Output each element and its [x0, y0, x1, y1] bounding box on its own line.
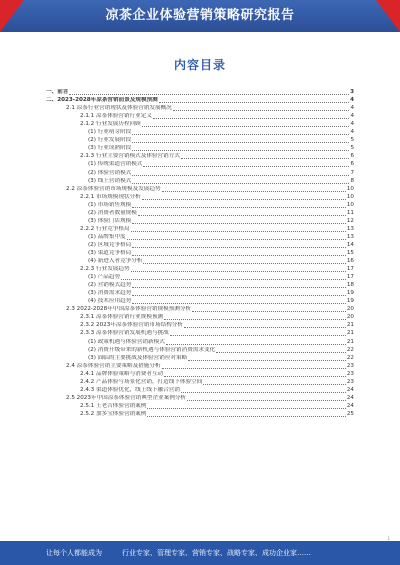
toc-dot-leader [132, 172, 349, 176]
toc-entry[interactable] [46, 88, 354, 96]
toc-entry-page: 23 [346, 378, 354, 385]
toc-dot-leader [142, 196, 346, 200]
toc-entry-page: 4 [350, 97, 354, 104]
toc-entry-label: (3) 体验门店规模 [88, 217, 132, 224]
toc-entry[interactable] [46, 241, 354, 249]
toc-entry[interactable] [46, 265, 354, 273]
toc-entry-page: 5 [350, 145, 354, 152]
toc-dot-leader [132, 139, 349, 143]
toc-entry[interactable] [46, 297, 354, 305]
toc-entry-label: 2.4.2 产品体验与场景化营销，打造线下体验空间 [80, 378, 203, 385]
toc-entry-label: 2.4.3 渠道体验优化，线上线下融合营销 [80, 386, 180, 393]
toc-entry-label: 2.1.1 凉茶体验营销行业定义 [80, 113, 152, 120]
toc-entry-page: 15 [346, 249, 354, 256]
toc-entry[interactable] [46, 273, 354, 281]
toc-entry[interactable] [46, 201, 354, 209]
toc-entry-label: 2.5.1 王老吉体验营销案例 [80, 402, 147, 409]
toc-entry-page: 18 [346, 282, 354, 289]
toc-dot-leader [132, 292, 346, 296]
toc-entry-page: 19 [346, 298, 354, 305]
toc-entry[interactable] [46, 337, 354, 345]
toc-entry-page: 20 [346, 306, 354, 313]
toc-entry[interactable] [46, 321, 354, 329]
toc-entry[interactable] [46, 370, 354, 378]
toc-entry[interactable] [46, 225, 354, 233]
toc-entry-page: 4 [350, 105, 354, 112]
toc-entry-label: 2.2.2 行业竞争格局 [80, 225, 130, 232]
toc-entry[interactable] [46, 112, 354, 120]
toc-entry[interactable] [46, 249, 354, 257]
toc-entry-label: 2.5 2023年中国凉茶体验营销典型企业案例分析 [66, 394, 187, 401]
toc-entry[interactable] [46, 185, 354, 193]
toc-entry-label: 2.5.2 加多宝体验营销案例 [80, 410, 147, 417]
toc-dot-leader [162, 188, 346, 192]
toc-entry-label: (2) 营销模式趋势 [88, 282, 132, 289]
toc-entry-label: 2.3.1 凉茶体验营销行业规模预测 [80, 314, 164, 321]
toc-entry-label: (3) 行业成熟阶段 [88, 145, 132, 152]
toc-entry[interactable] [46, 217, 354, 225]
toc-dot-leader [203, 381, 346, 385]
toc-entry-page: 20 [346, 314, 354, 321]
toc-entry[interactable] [46, 177, 354, 185]
toc-dot-leader [170, 332, 346, 336]
toc-entry-label: 2.2.1 市场规模现状分析 [80, 193, 141, 200]
toc-entry[interactable] [46, 386, 354, 394]
report-title: 凉茶企业体验营销策略研究报告 [105, 8, 295, 23]
toc-entry-label: (4) 技术应用趋势 [88, 298, 132, 305]
toc-entry[interactable] [46, 152, 354, 160]
toc-entry-page: 24 [346, 386, 354, 393]
toc-entry[interactable] [46, 233, 354, 241]
toc-dot-leader [132, 131, 349, 135]
toc-dot-leader [131, 268, 346, 272]
header-banner [0, 0, 400, 32]
toc-dot-leader [147, 413, 346, 417]
toc-entry[interactable] [46, 305, 354, 313]
toc-entry-label: 2.1.2 行业发展历程回顾 [80, 121, 141, 128]
toc-entry-page: 14 [346, 241, 354, 248]
toc-entry-page: 13 [346, 225, 354, 232]
toc-entry[interactable] [46, 289, 354, 297]
footer-roles: 行业专家、管理专家、营销专家、战略专家、成功企业家…… [122, 549, 311, 557]
table-of-contents [46, 88, 354, 418]
toc-dot-leader [173, 107, 350, 111]
toc-entry-label: (2) 消费者数量规模 [88, 209, 137, 216]
toc-entry-page: 16 [346, 258, 354, 265]
toc-dot-leader [159, 99, 349, 103]
toc-entry-page: 10 [346, 193, 354, 200]
toc-entry-label: 2.4 凉茶体验营销主要策略及措施分析 [66, 362, 161, 369]
toc-entry[interactable] [46, 257, 354, 265]
toc-dot-leader [181, 389, 346, 393]
toc-entry-page: 24 [346, 394, 354, 401]
toc-dot-leader [127, 236, 346, 240]
footer-banner [0, 541, 400, 565]
toc-entry[interactable] [46, 168, 354, 176]
toc-entry-page: 17 [346, 274, 354, 281]
toc-entry-page: 7 [350, 169, 354, 176]
toc-entry-label: (1) 品牌集中度 [88, 233, 126, 240]
toc-dot-leader [132, 180, 349, 184]
toc-entry[interactable] [46, 410, 354, 418]
toc-entry-label: 一、前言 [46, 89, 69, 96]
toc-entry-page: 19 [346, 290, 354, 297]
toc-dot-leader [132, 220, 346, 224]
toc-entry-page: 12 [346, 217, 354, 224]
toc-dot-leader [142, 123, 350, 127]
toc-dot-leader [188, 357, 346, 361]
toc-entry-page: 23 [346, 362, 354, 369]
toc-dot-leader [143, 163, 349, 167]
toc-entry[interactable] [46, 136, 354, 144]
toc-entry-label: 2.4.1 品牌体验策略与消费者互动 [80, 370, 164, 377]
toc-dot-leader [132, 252, 346, 256]
toc-entry-page: 10 [346, 185, 354, 192]
toc-entry-label: 2.3 2022-2028年中国凉茶体验营销规模预测分析 [66, 306, 192, 313]
toc-entry[interactable] [46, 378, 354, 386]
toc-entry-page: 21 [346, 330, 354, 337]
toc-entry[interactable] [46, 313, 354, 321]
toc-entry-label: (2) 体验营销模式 [88, 169, 132, 176]
toc-entry-page: 17 [346, 266, 354, 273]
toc-entry-label: (2) 行业发展阶段 [88, 137, 132, 144]
toc-dot-leader [181, 155, 350, 159]
toc-entry[interactable] [46, 104, 354, 112]
toc-entry-page: 10 [346, 201, 354, 208]
toc-entry-page: 24 [346, 402, 354, 409]
toc-entry-label: (3) 渠道竞争格局 [88, 249, 132, 256]
toc-dot-leader [162, 365, 346, 369]
toc-entry-page: 22 [346, 346, 354, 353]
toc-entry[interactable] [46, 96, 354, 104]
toc-dot-leader [132, 284, 346, 288]
toc-entry[interactable] [46, 354, 354, 362]
toc-entry-label: 二、2023-2028年凉茶营销前景及规模预测 [46, 97, 158, 104]
toc-entry-page: 25 [346, 410, 354, 417]
toc-entry-page: 21 [346, 322, 354, 329]
toc-entry-label: (3) 面临的主要挑战及体验营销应对策略 [88, 354, 188, 361]
toc-entry[interactable] [46, 346, 354, 354]
toc-entry[interactable] [46, 160, 354, 168]
toc-entry[interactable] [46, 120, 354, 128]
toc-entry[interactable] [46, 144, 354, 152]
toc-dot-leader [187, 397, 346, 401]
toc-entry-label: (2) 区域竞争格局 [88, 241, 132, 248]
toc-entry[interactable] [46, 329, 354, 337]
toc-entry-label: 2.2.3 行业发展趋势 [80, 266, 130, 273]
toc-entry[interactable] [46, 402, 354, 410]
toc-entry[interactable] [46, 362, 354, 370]
toc-entry-label: (2) 消费升级带来的新机遇与体验营销消费需求变化 [88, 346, 216, 353]
toc-entry-label: (1) 政策机遇与体验营销新模式 [88, 338, 165, 345]
toc-entry[interactable] [46, 209, 354, 217]
toc-entry-page: 22 [346, 354, 354, 361]
toc-dot-leader [138, 212, 346, 216]
toc-dot-leader [132, 300, 346, 304]
toc-entry-page: 3 [350, 89, 354, 96]
toc-dot-leader [121, 276, 346, 280]
toc-dot-leader [184, 324, 346, 328]
toc-entry-label: (1) 产品趋势 [88, 274, 121, 281]
toc-entry-label: (3) 消费需求趋势 [88, 290, 132, 297]
toc-entry[interactable] [46, 193, 354, 201]
toc-entry-page: 8 [350, 177, 354, 184]
toc-dot-leader [192, 308, 346, 312]
toc-dot-leader [164, 373, 346, 377]
toc-dot-leader [153, 115, 349, 119]
toc-entry-page: 21 [346, 338, 354, 345]
toc-entry-page: 13 [346, 233, 354, 240]
toc-entry-label: 2.2 凉茶体验营销市场规模及发展趋势 [66, 185, 161, 192]
toc-entry-label: (1) 传统渠道营销模式 [88, 161, 143, 168]
toc-entry-page: 4 [350, 121, 354, 128]
toc-dot-leader [69, 91, 349, 95]
toc-entry-label: 2.3.3 凉茶体验营销发展机遇与挑战 [80, 330, 169, 337]
toc-dot-leader [132, 147, 349, 151]
footer-slogan: 让每个人都能成为 [46, 549, 102, 557]
toc-dot-leader [164, 316, 346, 320]
toc-dot-leader [132, 244, 346, 248]
toc-entry-label: 2.3.2 2023年凉茶体验营销市场结构分析 [80, 322, 183, 329]
toc-dot-leader [147, 405, 346, 409]
toc-entry[interactable] [46, 128, 354, 136]
toc-dot-leader [131, 228, 346, 232]
toc-dot-leader [166, 341, 346, 345]
toc-dot-leader [132, 204, 346, 208]
toc-entry-page: 6 [350, 153, 354, 160]
toc-entry-page: 4 [350, 113, 354, 120]
toc-entry-label: 2.1.3 行业主要营销模式及体验营销方式 [80, 153, 180, 160]
toc-entry-page: 6 [350, 161, 354, 168]
toc-entry-label: (1) 行业萌芽阶段 [88, 129, 132, 136]
toc-entry-label: (4) 新进入者竞争分析 [88, 258, 143, 265]
toc-entry-page: 4 [350, 129, 354, 136]
toc-entry-label: 2.1 凉茶行业营销现状及体验营销发展概况 [66, 105, 172, 112]
toc-dot-leader [143, 260, 345, 264]
toc-entry-label: (3) 线上营销模式 [88, 177, 132, 184]
toc-entry-label: (1) 市场销售规模 [88, 201, 132, 208]
toc-entry-page: 11 [346, 209, 354, 216]
toc-title: 内容目录 [173, 58, 226, 72]
toc-entry-page: 5 [350, 137, 354, 144]
toc-entry[interactable] [46, 281, 354, 289]
page-number: 1 [387, 536, 390, 541]
toc-dot-leader [216, 349, 346, 353]
toc-entry-page: 23 [346, 370, 354, 377]
toc-entry[interactable] [46, 394, 354, 402]
